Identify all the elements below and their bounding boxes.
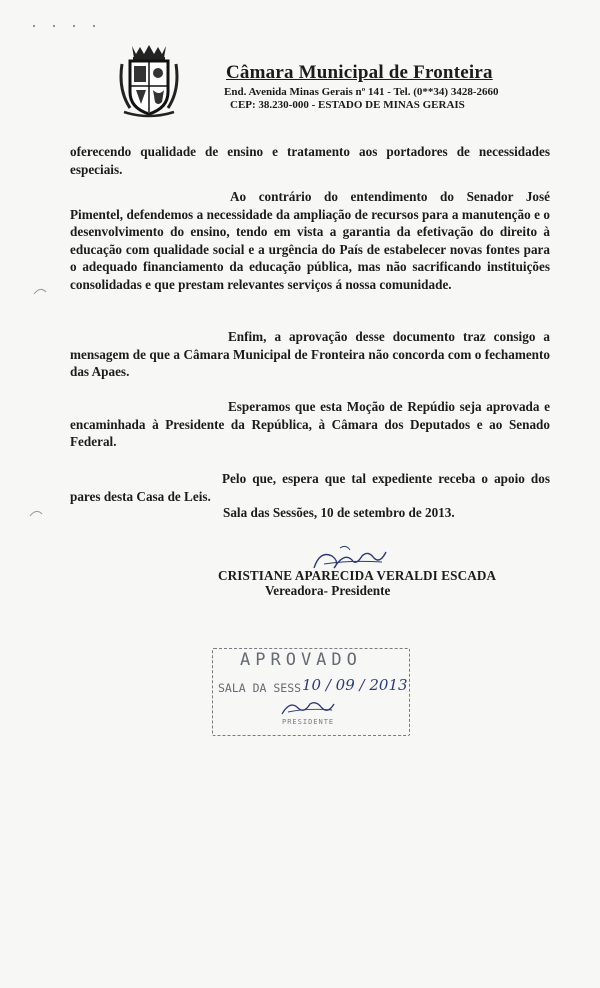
approval-stamp-date: 10 / 09 / 2013 [302, 676, 408, 694]
address-line: End. Avenida Minas Gerais nº 141 - Tel. (0**34) 3428-2660 [224, 86, 499, 98]
approval-stamp-sala: SALA DA SESS [218, 681, 302, 695]
signer-role: Vereadora- Presidente [265, 583, 391, 598]
binder-hole-mark [32, 286, 48, 296]
paragraph-conclusion: Enfim, a aprovação desse documento traz consigo a mensagem de que a Câmara Municipal de Fronteira não concorda com o fechamento das Apaes. [70, 329, 550, 380]
session-date: Sala das Sessões, 10 de setembro de 2013. [223, 505, 455, 520]
scan-artifact-dots [30, 22, 100, 30]
paragraph-contrary-view: Ao contrário do entendimento do Senador José Pimentel, defendemos a necessidade da ampliação de recursos para a manutenção e o desenvolvimento do ensino, tendo em vista a garantia da efetivação do direito à educação com qualidade social e a urgência do País de estabelecer novas fontes para o adequado financiamento da educação pública, mas não sacrificando instituições consolidadas e que prestam relevantes serviços á nossa comunidade. [70, 189, 550, 292]
binder-hole-mark [28, 508, 44, 518]
approval-stamp-president: PRESIDENTE [282, 718, 335, 726]
signer-name: CRISTIANE APARECIDA VERALDI ESCADA [218, 568, 497, 583]
paragraph-request: Esperamos que esta Moção de Repúdio seja aprovada e encaminhada à Presidente da República, à Câmara dos Deputados e ao Senado Federal. [70, 399, 550, 450]
approval-stamp-title: APROVADO [240, 650, 362, 670]
stamp-signature [278, 696, 338, 720]
cep-line: CEP: 38.230-000 - ESTADO DE MINAS GERAIS [230, 99, 465, 111]
municipal-coat-of-arms-icon [118, 42, 180, 118]
paragraph-continuation: oferecendo qualidade de ensino e tratamento aos portadores de necessidades especiais. [70, 144, 550, 177]
paragraph-closing: Pelo que, espera que tal expediente receba o apoio dos pares desta Casa de Leis. [70, 471, 550, 504]
institution-title: Câmara Municipal de Fronteira [226, 62, 493, 83]
